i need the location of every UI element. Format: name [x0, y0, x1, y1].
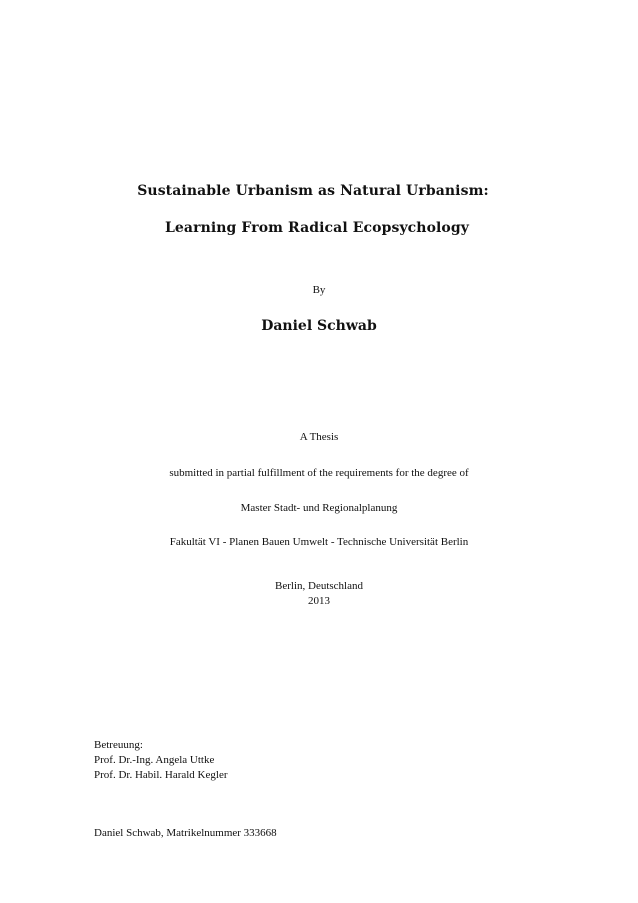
supervisor-1: Prof. Dr.-Ing. Angela Uttke — [94, 754, 215, 766]
supervisor-2: Prof. Dr. Habil. Harald Kegler — [94, 769, 228, 781]
thesis-type: A Thesis — [299, 431, 339, 443]
supervision-label: Betreuung: — [94, 739, 143, 751]
title-line-1: Sustainable Urbanism as Natural Urbanism: — [137, 183, 489, 199]
author-name: Daniel Schwab — [261, 318, 377, 334]
student-info: Daniel Schwab, Matrikelnummer 333668 — [94, 827, 277, 839]
title-line-2: Learning From Radical Ecopsychology — [164, 220, 469, 236]
faculty-name: Fakultät VI - Planen Bauen Umwelt - Technische Universität Berlin — [169, 536, 469, 548]
by-label: By — [312, 284, 326, 296]
year: 2013 — [308, 595, 330, 607]
submission-statement: submitted in partial fulfillment of the requirements for the degree of — [169, 467, 469, 479]
place: Berlin, Deutschland — [275, 580, 363, 592]
degree-name: Master Stadt- und Regionalplanung — [240, 502, 398, 514]
